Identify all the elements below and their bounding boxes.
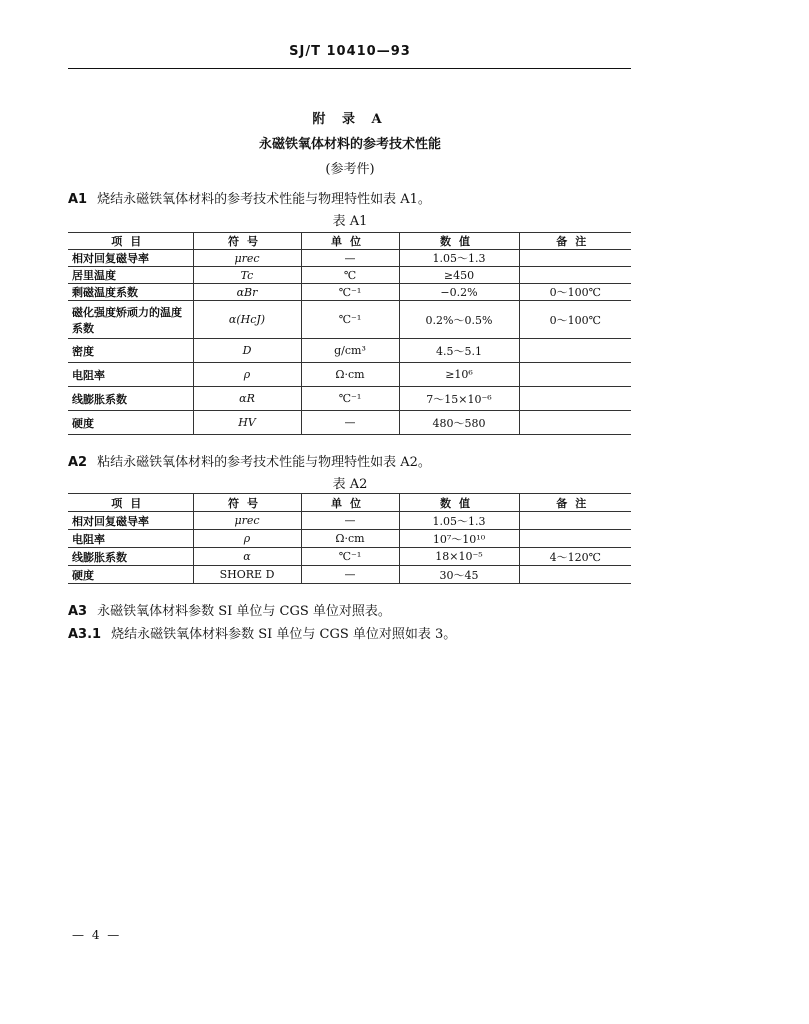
cell-remark [519,411,631,435]
cell-unit: — [301,512,399,530]
section-number: A3.1 [68,627,102,642]
cell-symbol: ρ [193,530,301,548]
table-a1-caption: 表 A1 [332,214,368,229]
section-a3-1 [68,623,456,642]
cell-value: 7～15×10⁻⁶ [399,387,519,411]
header-remark: 备注 [519,494,631,512]
appendix-title: 附 录 A [312,112,388,127]
cell-unit: g/cm³ [301,339,399,363]
cell-item: 居里温度 [68,267,193,284]
table-header-row [68,494,631,512]
cell-remark: 0～100℃ [519,301,631,339]
header-symbol: 符号 [193,494,301,512]
cell-unit: — [301,566,399,584]
table-row [68,363,631,387]
cell-item: 磁化强度矫顽力的温度系数 [68,301,193,339]
header-item: 项目 [68,233,193,250]
cell-symbol: α(HcJ) [193,301,301,339]
table-row [68,284,631,301]
cell-symbol: SHORE D [193,566,301,584]
cell-symbol: Tc [193,267,301,284]
cell-item: 电阻率 [68,530,193,548]
table-a1 [68,232,631,435]
cell-remark: 0～100℃ [519,284,631,301]
table-row [68,387,631,411]
cell-value: 10⁷～10¹⁰ [399,530,519,548]
cell-item: 相对回复磁导率 [68,250,193,267]
cell-symbol: μrec [193,250,301,267]
cell-remark [519,566,631,584]
table-row [68,411,631,435]
table-row [68,566,631,584]
header-unit: 单位 [301,494,399,512]
cell-value: ≥450 [399,267,519,284]
cell-unit: — [301,411,399,435]
cell-unit: — [301,250,399,267]
cell-value: 30～45 [399,566,519,584]
table-row [68,301,631,339]
table-row [68,250,631,267]
cell-value: 4.5～5.1 [399,339,519,363]
cell-remark: 4～120℃ [519,548,631,566]
cell-item: 电阻率 [68,363,193,387]
appendix-subtitle: 永磁铁氧体材料的参考技术性能 [258,137,441,152]
cell-value: 1.05～1.3 [399,512,519,530]
cell-item: 相对回复磁导率 [68,512,193,530]
cell-item: 剩磁温度系数 [68,284,193,301]
cell-remark [519,363,631,387]
cell-unit: ℃⁻¹ [301,548,399,566]
cell-symbol: α [193,548,301,566]
cell-symbol: ρ [193,363,301,387]
cell-symbol: D [193,339,301,363]
cell-unit: ℃⁻¹ [301,284,399,301]
cell-remark [519,267,631,284]
header-value: 数值 [399,233,519,250]
section-number: A1 [68,192,88,207]
section-number: A3 [68,604,88,619]
cell-value: 1.05～1.3 [399,250,519,267]
cell-value: ≥10⁶ [399,363,519,387]
header-unit: 单位 [301,233,399,250]
table-row [68,339,631,363]
section-text: 粘结永磁铁氧体材料的参考技术性能与物理特性如表 A2。 [97,455,431,470]
cell-remark [519,250,631,267]
appendix-note: (参考件) [325,162,375,177]
cell-symbol: αR [193,387,301,411]
section-text: 烧结永磁铁氧体材料的参考技术性能与物理特性如表 A1。 [97,192,431,207]
section-a2 [68,451,431,470]
table-a2-caption: 表 A2 [332,477,368,492]
section-text: 永磁铁氧体材料参数 SI 单位与 CGS 单位对照表。 [97,604,391,619]
table-header-row [68,233,631,250]
cell-remark [519,512,631,530]
cell-item: 硬度 [68,411,193,435]
cell-remark [519,339,631,363]
section-number: A2 [68,455,88,470]
cell-remark [519,387,631,411]
table-row [68,548,631,566]
cell-remark [519,530,631,548]
cell-value: 0.2%～0.5% [399,301,519,339]
cell-value: 480～580 [399,411,519,435]
header-rule [68,68,631,69]
table-row [68,267,631,284]
cell-item: 硬度 [68,566,193,584]
cell-symbol: μrec [193,512,301,530]
cell-symbol: HV [193,411,301,435]
section-text: 烧结永磁铁氧体材料参数 SI 单位与 CGS 单位对照如表 3。 [111,627,457,642]
section-a3 [68,600,391,619]
cell-value: −0.2% [399,284,519,301]
cell-item: 密度 [68,339,193,363]
table-row [68,512,631,530]
cell-item: 线膨胀系数 [68,387,193,411]
cell-unit: Ω·cm [301,363,399,387]
table-a2 [68,493,631,584]
cell-item: 线膨胀系数 [68,548,193,566]
header-symbol: 符号 [193,233,301,250]
header-remark: 备注 [519,233,631,250]
cell-unit: ℃⁻¹ [301,301,399,339]
page-number: — 4 — [72,928,122,942]
header-value: 数值 [399,494,519,512]
cell-unit: Ω·cm [301,530,399,548]
header-item: 项目 [68,494,193,512]
document-code: SJ/T 10410—93 [289,44,411,59]
cell-value: 18×10⁻⁵ [399,548,519,566]
cell-unit: ℃ [301,267,399,284]
table-row [68,530,631,548]
cell-unit: ℃⁻¹ [301,387,399,411]
section-a1 [68,188,431,207]
cell-symbol: αBr [193,284,301,301]
